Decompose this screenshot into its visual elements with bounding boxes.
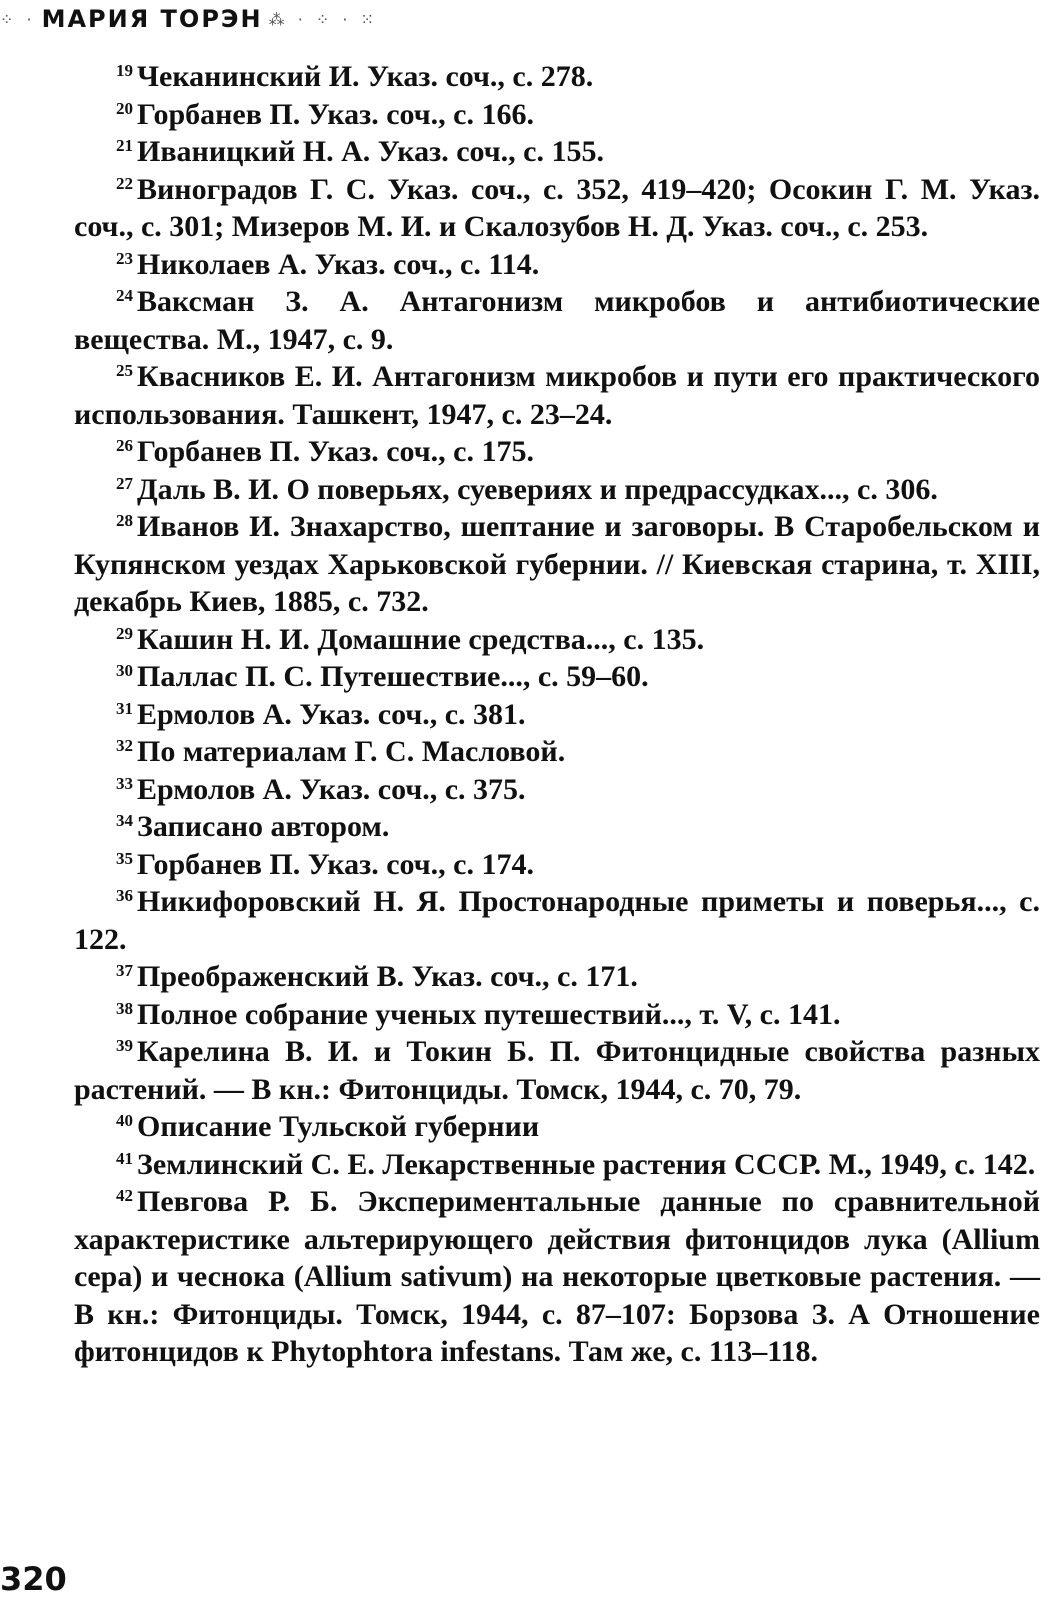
endnote-number: 42 — [116, 1186, 133, 1205]
endnote-text: Горбанев П. Указ. соч., с. 175. — [137, 435, 534, 468]
endnote — [74, 96, 1040, 134]
endnote — [74, 433, 1040, 471]
endnote — [74, 1146, 1040, 1184]
endnote-number: 25 — [116, 361, 133, 380]
endnote-text: Землинский С. Е. Лекарственные растения СССР. М., 1949, с. 142. — [137, 1147, 1036, 1181]
endnote-number: 19 — [116, 61, 133, 80]
endnote-number: 28 — [116, 511, 133, 530]
print-specks-decoration: ⁘ · — [0, 9, 36, 29]
endnote-number: 27 — [116, 473, 133, 493]
endnote — [74, 246, 1040, 284]
endnote-text: Преображенский В. Указ. соч., с. 171. — [137, 960, 638, 993]
endnote — [74, 283, 1040, 358]
endnote-number: 34 — [116, 811, 133, 830]
endnote — [74, 358, 1040, 433]
endnote-number: 22 — [116, 173, 133, 193]
endnote-number: 21 — [116, 136, 133, 155]
endnote — [74, 58, 1040, 96]
endnote-number: 32 — [116, 736, 133, 755]
endnote-number: 33 — [116, 773, 133, 793]
endnote — [74, 696, 1040, 734]
endnote — [74, 508, 1040, 621]
endnote — [74, 733, 1040, 771]
endnote-number: 35 — [116, 848, 133, 868]
endnote-number: 39 — [116, 1036, 133, 1055]
endnote-text: Ваксман З. А. Антагонизм микробов и антибиотические вещества. М., 1947, с. 9. — [74, 285, 1040, 356]
endnote — [74, 171, 1040, 246]
endnote-text: Записано автором. — [137, 810, 390, 843]
endnote — [74, 771, 1040, 809]
endnote-text: Николаев А. Указ. соч., с. 114. — [137, 247, 540, 281]
endnote-number: 40 — [116, 1111, 133, 1130]
endnote-number: 30 — [116, 661, 133, 680]
endnote-text: Карелина В. И. и Токин Б. П. Фитонцидные свойства разных растений. — В кн.: Фитонциды. Томск, 1944, с. 70, 79. — [74, 1035, 1040, 1106]
endnote-text: Певгова Р. Б. Экспериментальные данные по сравнительной характеристике альтерирующего действия фитонцидов лука (Allium cepa) и чеснока (Allium sativum) на некоторые цветковые растения. — В кн.: Фитонциды. Томск, 1944, с. 87–107: Борзова З. А Отношение фитонцидов к Phytophtora infestans. Там же, с. 113–118. — [74, 1185, 1040, 1368]
running-title: МАРИЯ ТОРЭН — [41, 5, 263, 33]
endnote — [74, 658, 1040, 696]
endnote-number: 24 — [116, 286, 133, 305]
endnote — [74, 846, 1040, 884]
endnote — [74, 996, 1040, 1034]
endnote-text: Никифоровский Н. Я. Простонародные приметы и поверья..., с. 122. — [74, 885, 1040, 956]
endnote — [74, 133, 1040, 171]
endnote-text: Полное собрание ученых путешествий..., т. V, с. 141. — [137, 997, 841, 1031]
endnote-number: 38 — [116, 998, 133, 1018]
endnote-number: 20 — [116, 98, 133, 118]
endnote-text: Иванов И. Знахарство, шептание и заговоры. В Старобельском и Купянском уездах Харьковской губернии. // Киевская старина, т. XIII, декабрь Киев, 1885, с. 732. — [74, 510, 1040, 618]
endnote-text: Паллас П. С. Путешествие..., с. 59–60. — [137, 660, 649, 693]
endnote — [74, 471, 1040, 509]
endnote-number: 36 — [116, 886, 133, 905]
endnote-text: Ермолов А. Указ. соч., с. 375. — [137, 772, 526, 806]
endnote-text: Описание Тульской губернии — [137, 1110, 540, 1143]
endnote — [74, 621, 1040, 659]
endnote — [74, 883, 1040, 958]
endnote-number: 37 — [116, 961, 133, 980]
endnotes-list — [74, 58, 1040, 1371]
endnote-number: 29 — [116, 623, 133, 643]
print-specks-decoration: ⁂ · ⁘ · ⁙ — [268, 9, 378, 29]
endnote-text: Горбанев П. Указ. соч., с. 174. — [137, 847, 534, 881]
endnote — [74, 1183, 1040, 1371]
endnote — [74, 1108, 1040, 1146]
endnote — [74, 808, 1040, 846]
endnote-text: Даль В. И. О поверьях, суевериях и предрассудках..., с. 306. — [137, 472, 938, 506]
endnote-text: Иваницкий Н. А. Указ. соч., с. 155. — [137, 135, 604, 168]
endnote-number: 31 — [116, 698, 133, 718]
endnote-text: Кашин Н. И. Домашние средства..., с. 135. — [137, 622, 705, 656]
endnote-text: Виноградов Г. С. Указ. соч., с. 352, 419–420; Осокин Г. М. Указ. соч., с. 301; Мизеров М. И. и Скалозубов Н. Д. Указ. соч., с. 253. — [74, 172, 1040, 243]
endnote-number: 23 — [116, 248, 133, 268]
endnote-number: 26 — [116, 436, 133, 455]
running-head — [0, 2, 378, 36]
endnote — [74, 958, 1040, 996]
endnote-text: Чеканинский И. Указ. соч., с. 278. — [137, 60, 594, 93]
endnote-text: Ермолов А. Указ. соч., с. 381. — [137, 697, 526, 731]
endnote-number: 41 — [116, 1148, 133, 1168]
endnote — [74, 1033, 1040, 1108]
endnote-text: По материалам Г. С. Масловой. — [137, 735, 566, 768]
endnote-text: Квасников Е. И. Антагонизм микробов и пути его практического использования. Ташкент, 1947, с. 23–24. — [74, 360, 1040, 431]
endnote-text: Горбанев П. Указ. соч., с. 166. — [137, 97, 534, 131]
page-number: 320 — [0, 1560, 67, 1598]
